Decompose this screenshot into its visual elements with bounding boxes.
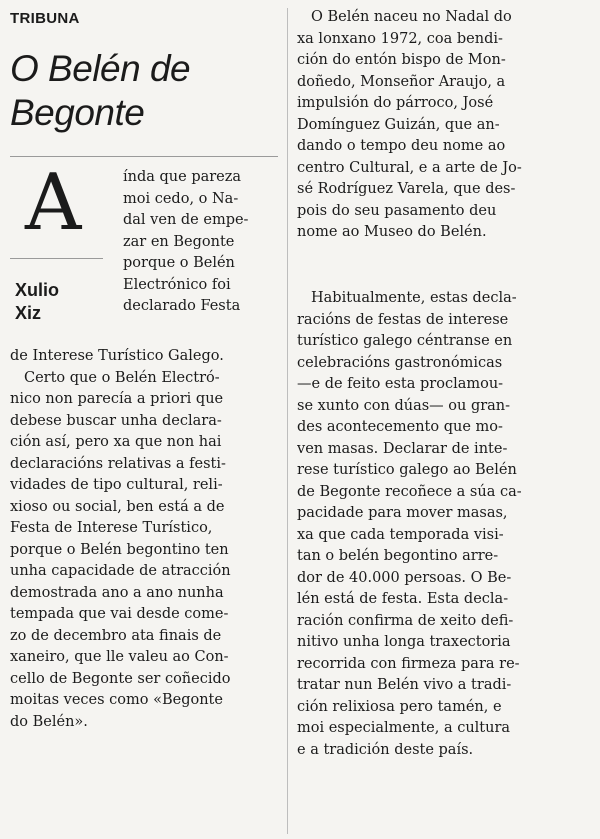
text-line: ción así, pero xa que non hai <box>10 434 222 450</box>
title-rule <box>10 156 278 157</box>
column-divider <box>287 8 288 834</box>
text-line: zar en Begonte <box>123 233 235 250</box>
text-line: moi especialmente, a cultura <box>297 720 511 736</box>
text-line: de Begonte recoñece a súa ca- <box>297 483 522 500</box>
text-line: ración confirma de xeito defi- <box>297 612 514 629</box>
text-line: lén está de festa. Esta decla- <box>297 591 509 607</box>
text-line: declarado Festa <box>123 298 241 314</box>
intro-lines <box>123 167 279 318</box>
title-line: O Belén de <box>10 48 191 89</box>
text-line: porque o Belén <box>123 255 235 271</box>
text-line: declaracións relativas a festi- <box>10 455 226 472</box>
text-line: índa que pareza <box>123 169 242 185</box>
text-line: pacidade para mover masas, <box>297 505 508 521</box>
text-line: zo de decembro ata finais de <box>10 627 222 644</box>
text-line: des acontecemento que mo- <box>297 419 503 435</box>
text-line: Habitualmente, estas decla- <box>311 290 517 306</box>
author-line: Xiz <box>15 303 42 323</box>
drop-cap: A <box>25 158 82 248</box>
text-line: dor de 40.000 persoas. O Be- <box>297 569 512 586</box>
text-line: O Belén naceu no Nadal do <box>311 9 512 25</box>
section-label: TRIBUNA <box>10 10 80 27</box>
author-line: Xulio <box>15 280 59 300</box>
text-line: Certo que o Belén Electró- <box>24 369 220 386</box>
text-line: ción do entón bispo de Mon- <box>297 52 506 68</box>
text-line: tempada que vai desde come- <box>10 606 229 622</box>
title-line: Begonte <box>10 92 145 133</box>
text-line: demostrada ano a ano nunha <box>10 584 224 601</box>
text-line: turístico galego céntranse en <box>297 333 513 349</box>
text-line: tratar nun Belén vivo a tradi- <box>297 677 512 693</box>
text-line: unha capacidade de atracción <box>10 563 231 579</box>
text-line: nitivo unha longa traxectoria <box>297 634 511 650</box>
text-line: dando o tempo deu nome ao <box>297 138 506 154</box>
text-line: porque o Belén begontino ten <box>10 541 229 558</box>
text-line: Festa de Interese Turístico, <box>10 520 213 536</box>
text-line: e a tradición deste país. <box>297 741 474 758</box>
text-line: nome ao Museo do Belén. <box>297 224 487 240</box>
text-line: se xunto con dúas— ou gran- <box>297 397 511 414</box>
text-line: Domínguez Guizán, que an- <box>297 116 500 133</box>
text-line: Electrónico foi <box>123 276 231 293</box>
text-line: xa lonxano 1972, coa bendi- <box>297 30 503 47</box>
author-rule <box>10 258 103 259</box>
text-line: nico non parecía a priori que <box>10 391 224 407</box>
text-line: doñedo, Monseñor Araujo, a <box>297 73 506 90</box>
text-line: xioso ou social, ben está a de <box>10 498 225 515</box>
right-body-lines-1 <box>297 7 593 244</box>
text-line: sé Rodríguez Varela, que des- <box>297 181 516 197</box>
text-line: centro Cultural, e a arte de Jo- <box>297 159 522 176</box>
text-line: rese turístico galego ao Belén <box>297 462 517 478</box>
text-line: do Belén». <box>10 713 88 730</box>
text-line: celebracións gastronómicas <box>297 354 503 371</box>
text-line: tan o belén begontino arre- <box>297 548 499 564</box>
right-body-lines-2 <box>297 288 593 761</box>
text-line: xaneiro, que lle valeu ao Con- <box>10 649 229 665</box>
text-line: racións de festas de interese <box>297 311 509 328</box>
text-line: debese buscar unha declara- <box>10 412 222 429</box>
article-title <box>10 47 190 135</box>
left-body-lines <box>10 346 278 733</box>
text-line: —e de feito esta proclamou- <box>297 376 504 392</box>
text-line: ven masas. Declarar de inte- <box>297 440 508 457</box>
text-line: cello de Begonte ser coñecido <box>10 670 231 687</box>
text-line: xa que cada temporada visi- <box>297 526 504 543</box>
text-line: dal ven de empe- <box>123 212 249 228</box>
author-name <box>15 279 110 325</box>
text-line: recorrida con firmeza para re- <box>297 655 520 672</box>
text-line: moitas veces como «Begonte <box>10 692 223 708</box>
text-line: moi cedo, o Na- <box>123 190 239 207</box>
text-line: pois do seu pasamento deu <box>297 202 497 219</box>
text-line: ción relixiosa pero tamén, e <box>297 698 502 715</box>
text-line: impulsión do párroco, José <box>297 95 494 111</box>
text-line: de Interese Turístico Galego. <box>10 348 224 364</box>
text-line: vidades de tipo cultural, reli- <box>10 477 223 493</box>
